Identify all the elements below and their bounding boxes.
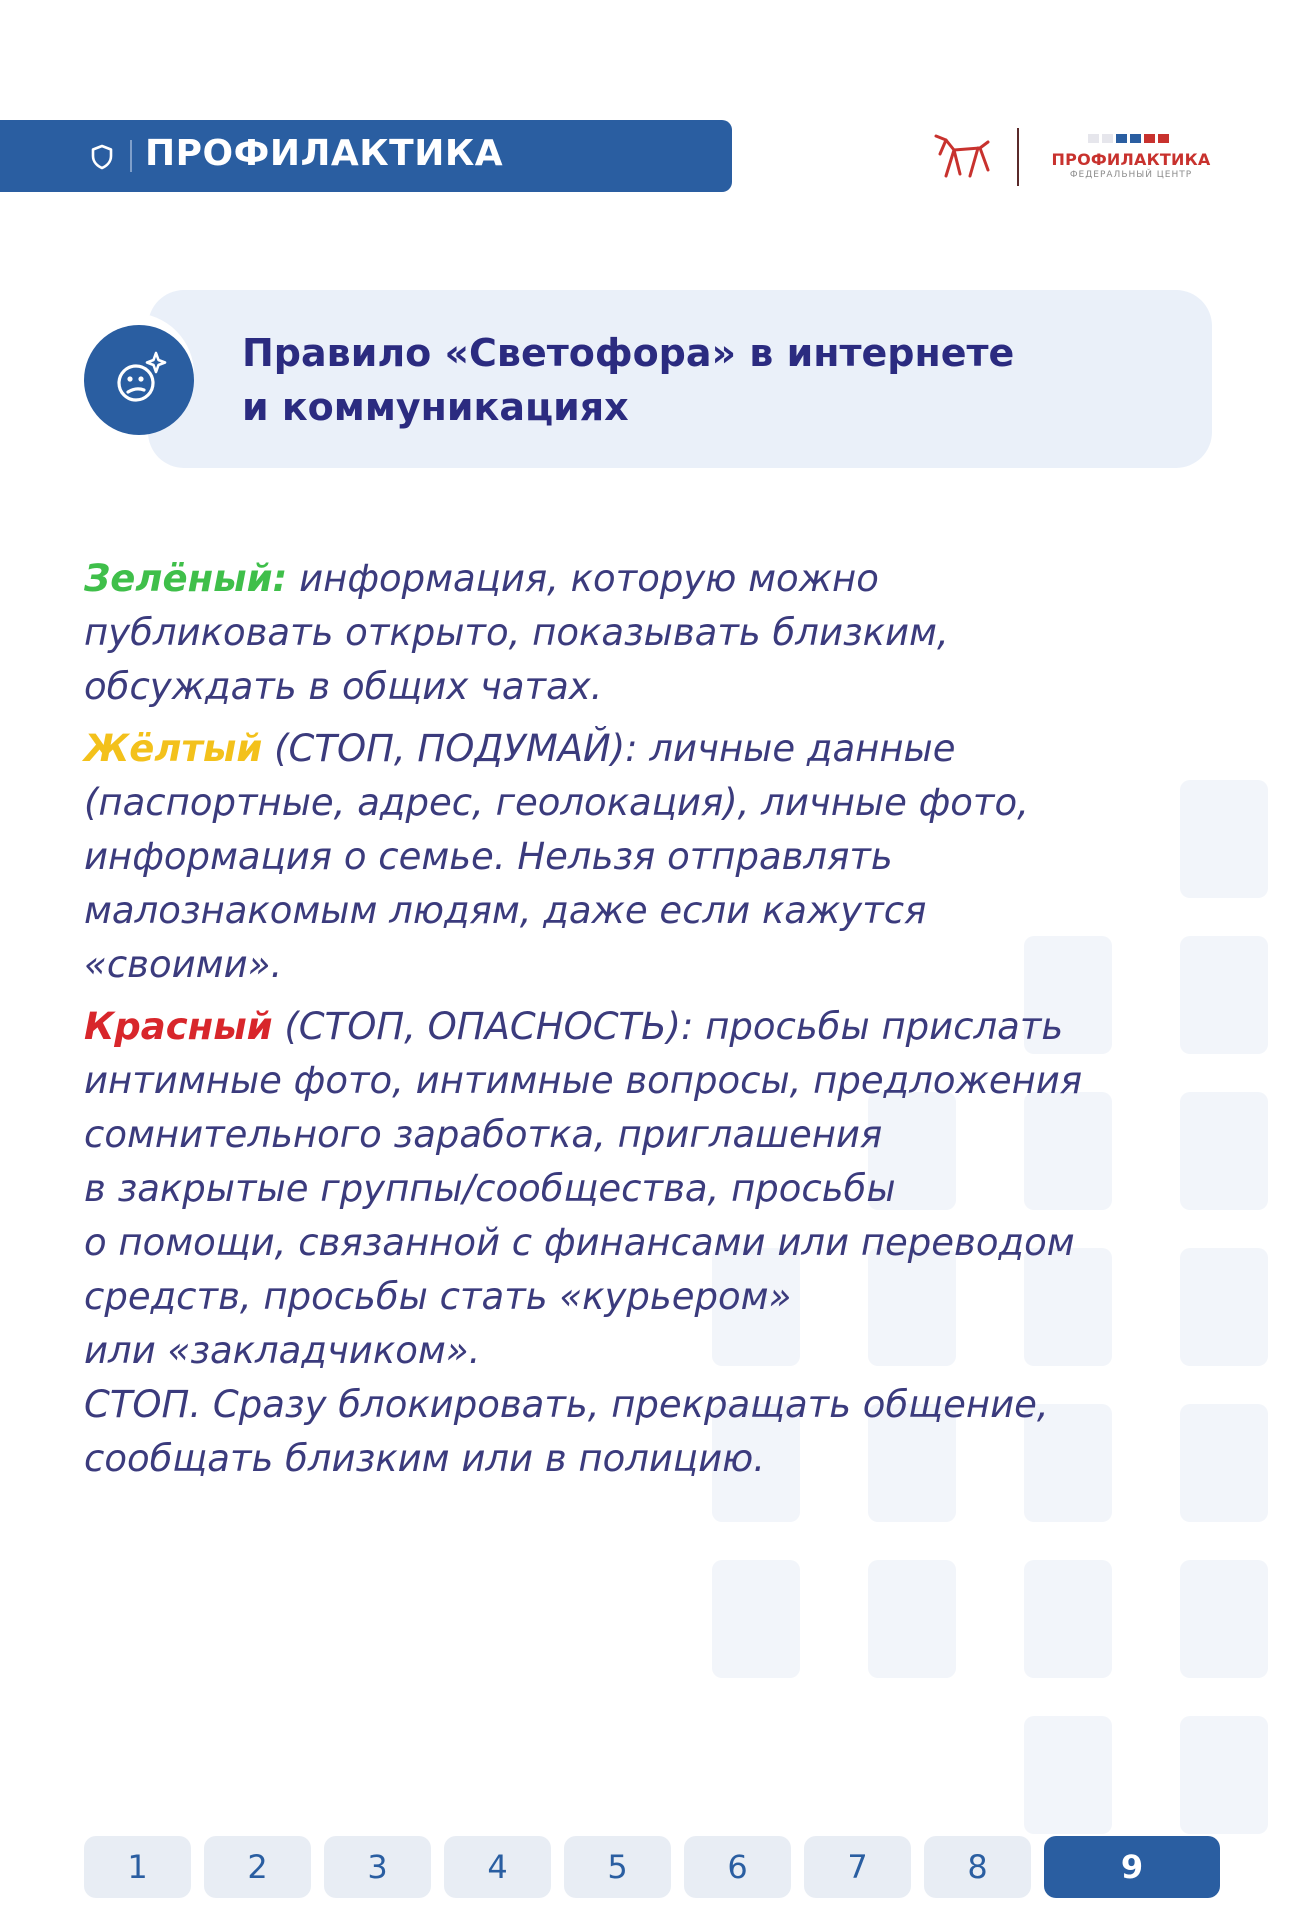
page-button-1[interactable]: 1 (84, 1836, 191, 1898)
rule-text: (паспортные, адрес, геолокация), личные фото, (84, 781, 1029, 824)
page-title-line-1: Правило «Светофора» в интернете (242, 331, 1015, 375)
page-title (242, 326, 1142, 434)
keyword-red: Красный (84, 1005, 273, 1048)
header-title: ПРОФИЛАКТИКА (145, 133, 504, 174)
logo-subtitle: ФЕДЕРАЛЬНЫЙ ЦЕНТР (1069, 170, 1193, 180)
page-button-5[interactable]: 5 (564, 1836, 671, 1898)
page-button-7[interactable]: 7 (804, 1836, 911, 1898)
thinking-face-sparkle-icon (110, 349, 170, 409)
rules-content (84, 552, 1234, 1494)
rule-text: средств, просьбы стать «курьером» (84, 1275, 792, 1318)
page-button-9-current[interactable]: 9 (1044, 1836, 1220, 1898)
title-icon-circle (84, 325, 194, 435)
rule-text: сообщать близким или в полицию. (84, 1437, 766, 1480)
rule-text: в закрытые группы/сообщества, просьбы (84, 1167, 896, 1210)
shield-icon (90, 144, 114, 170)
rule-text: (СТОП, ПОДУМАЙ): личные данные (262, 727, 956, 770)
rule-text: СТОП. Сразу блокировать, прекращать общение, (84, 1383, 1049, 1426)
page-button-2[interactable]: 2 (204, 1836, 311, 1898)
rule-text: о помощи, связанной с финансами или переводом (84, 1221, 1075, 1264)
page-title-line-2: и коммуникациях (242, 385, 629, 429)
page-button-3[interactable]: 3 (324, 1836, 431, 1898)
keyword-yellow: Жёлтый (84, 727, 263, 770)
horse-logo-icon (932, 130, 992, 182)
keyword-green: Зелёный: (84, 557, 288, 600)
page-button-4[interactable]: 4 (444, 1836, 551, 1898)
header-bar (0, 120, 732, 192)
header-divider (130, 140, 132, 172)
page-button-6[interactable]: 6 (684, 1836, 791, 1898)
rule-text: информация, которую можно (287, 557, 879, 600)
logo-text: ПРОФИЛАКТИКА (1051, 150, 1211, 169)
rule-text: обсуждать в общих чатах. (84, 665, 603, 708)
rule-text: малознакомым людям, даже если кажутся (84, 889, 927, 932)
page-button-8[interactable]: 8 (924, 1836, 1031, 1898)
rule-text: сомнительного заработка, приглашения (84, 1113, 883, 1156)
rule-green (84, 552, 1234, 714)
logo-flag-stripes (1088, 134, 1169, 143)
rule-yellow (84, 722, 1234, 992)
rule-text: (СТОП, ОПАСНОСТЬ): просьбы прислать (272, 1005, 1064, 1048)
logo-divider (1017, 128, 1019, 186)
rule-text: информация о семье. Нельзя отправлять (84, 835, 893, 878)
rule-red (84, 1000, 1234, 1486)
rule-text: «своими». (84, 943, 283, 986)
rule-text: или «закладчиком». (84, 1329, 481, 1372)
rule-text: интимные фото, интимные вопросы, предложения (84, 1059, 1083, 1102)
rule-text: публиковать открыто, показывать близким, (84, 611, 949, 654)
